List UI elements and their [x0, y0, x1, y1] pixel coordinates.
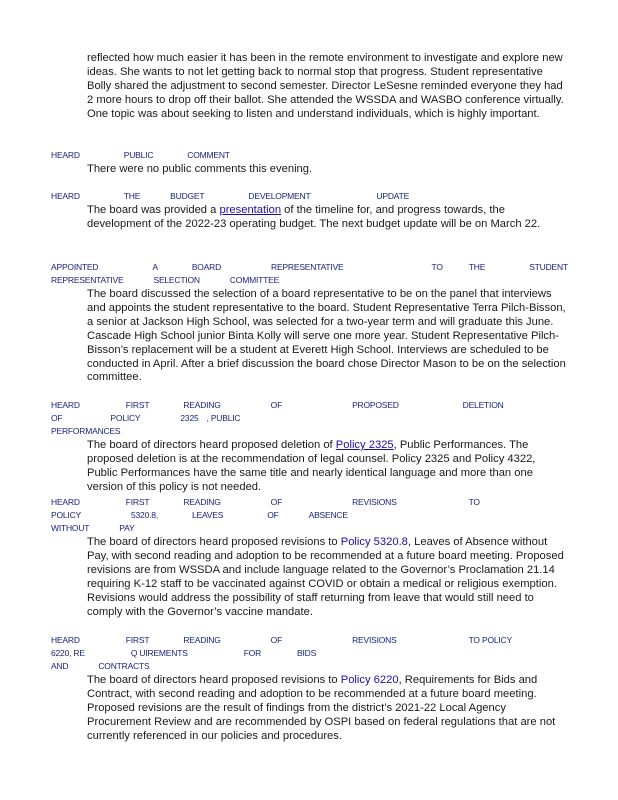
- section-student-rep-committee: [0, 261, 618, 385]
- heading-word: REPRESENTATIVE: [271, 262, 344, 272]
- heading-word: HEARD: [51, 150, 80, 160]
- section-body: [87, 204, 567, 232]
- heading-word: PERFORMANCES: [51, 426, 121, 436]
- heading-word: POLICY: [51, 510, 81, 520]
- heading-word: CONTRACTS: [98, 661, 150, 671]
- heading-word: HEARD: [51, 497, 80, 507]
- body-text: of the timeline for, and progress towards, the development of the 2022-23 operating budget. The next budget update will be on March 22.: [87, 204, 541, 230]
- section-heading: [51, 496, 581, 535]
- section-policy-6220: [0, 634, 618, 744]
- heading-word: COMMITTEE: [229, 275, 280, 285]
- heading-word: HEARD: [51, 191, 80, 201]
- intro-paragraph: [0, 52, 618, 122]
- heading-word: HEARD: [51, 400, 80, 410]
- body-text: The board of directors heard proposed revisions to: [87, 536, 341, 548]
- policy-reference[interactable]: Policy 6220: [340, 674, 399, 686]
- heading-word: OF: [270, 635, 283, 645]
- heading-word: REVISIONS: [352, 497, 397, 507]
- heading-word: BOARD: [191, 262, 222, 272]
- body-text: The board was provided a: [87, 204, 220, 216]
- heading-word: COMMENT: [187, 150, 230, 160]
- policy-reference[interactable]: Policy 5320.8: [340, 536, 408, 548]
- heading-word: REPRESENTATIVE: [51, 275, 124, 285]
- heading-word: 6220, RE: [51, 648, 85, 658]
- heading-word: ABSENCE: [308, 510, 348, 520]
- heading-word: OF: [267, 510, 279, 520]
- heading-word: THE: [123, 191, 141, 201]
- heading-word: PAY: [119, 523, 135, 533]
- heading-word: FOR: [243, 648, 262, 658]
- section-heading: [51, 149, 581, 162]
- heading-word: DEVELOPMENT: [248, 191, 311, 201]
- section-heading: [51, 399, 581, 438]
- heading-word: FIRST: [125, 635, 150, 645]
- heading-word: AND: [51, 661, 69, 671]
- heading-word: OF: [270, 497, 283, 507]
- heading-word: FIRST: [125, 497, 150, 507]
- section-heading: [51, 261, 581, 287]
- section-body: [87, 288, 567, 385]
- body-text: The board of directors heard proposed revisions to: [87, 674, 341, 686]
- body-text: The board of directors heard proposed deletion of: [87, 439, 336, 451]
- heading-word: READING: [183, 400, 221, 410]
- heading-word: BUDGET: [170, 191, 205, 201]
- section-policy-5320-8: [0, 496, 618, 619]
- heading-word: LEAVES: [191, 510, 224, 520]
- heading-word: TO: [431, 262, 443, 272]
- heading-word: TO: [468, 497, 480, 507]
- heading-word: Q UIREMENTS: [130, 648, 188, 658]
- heading-word: WITHOUT: [51, 523, 90, 533]
- section-public-comment: [0, 149, 618, 177]
- heading-word: TO POLICY: [468, 635, 512, 645]
- body-text: , Requirements for Bids and Contract, with second reading and adoption to be recommended at a future board meeting. Proposed revisions are the result of findings from the district’s 2021-22 Local Agency Procurement Review and are recommended by OSPI based on federal regulations that are not currently referenced in our policies and procedures.: [87, 674, 556, 742]
- heading-word: FIRST: [125, 400, 150, 410]
- section-heading: [51, 190, 581, 203]
- heading-word: UPDATE: [376, 191, 410, 201]
- heading-word: OF: [51, 413, 63, 423]
- document-link[interactable]: Policy 2325: [335, 439, 394, 451]
- section-policy-2325: [0, 399, 618, 495]
- heading-word: READING: [183, 497, 221, 507]
- body-text: , Public Performances. The proposed deletion is at the recommendation of legal counsel. Policy 2325 and Policy 4322, Public Performances have the same title and nearly identical language and more than one version of this policy is not needed.: [87, 439, 536, 493]
- heading-word: DELETION: [462, 400, 504, 410]
- heading-word: BIDS: [297, 648, 317, 658]
- section-budget-update: [0, 190, 618, 232]
- heading-word: PUBLIC: [123, 150, 154, 160]
- heading-word: REVISIONS: [352, 635, 397, 645]
- heading-word: THE: [468, 262, 486, 272]
- section-heading: [51, 634, 581, 673]
- heading-word: , PUBLIC: [206, 413, 241, 423]
- heading-word: SELECTION: [153, 275, 200, 285]
- heading-word: 5320.8,: [130, 510, 158, 520]
- heading-word: POLICY: [110, 413, 141, 423]
- section-body: [87, 439, 567, 495]
- heading-word: READING: [183, 635, 221, 645]
- heading-word: PROPOSED: [352, 400, 399, 410]
- heading-word: APPOINTED: [51, 262, 99, 272]
- section-body: [87, 674, 567, 744]
- document-link[interactable]: presentation: [219, 204, 282, 216]
- heading-word: 2325: [180, 413, 199, 423]
- section-body: [87, 163, 567, 177]
- heading-word: A: [152, 262, 158, 272]
- heading-word: HEARD: [51, 635, 80, 645]
- section-body: [87, 536, 567, 619]
- body-text: The board discussed the selection of a board representative to be on the panel that interviews and appoints the student representative to the board. Student Representative Terra Pilch-Bisson, a senior at Jackson High School, was selected for a two-year term and will graduate this June. Cascade High School junior Binta Kolly will serve one more year. Student Representative Pilch-Bisson’s replacement will be a student at Everett High School. Interviews are scheduled to be conducted in April. After a brief discussion the board chose Director Mason to be on the selection committee.: [87, 288, 566, 384]
- heading-word: STUDENT: [529, 262, 568, 272]
- intro-text: reflected how much easier it has been in the remote environment to investigate and explore new ideas. She wants to not let getting back to normal stop that progress. Student representative Bolly shared the adjustment to second semester. Director LeSesne reminded everyone they had 2 more hours to drop off their ballot. She attended the WSSDA and WASBO conference virtually. One topic was about seeking to listen and understand individuals, which is highly important.: [87, 52, 564, 120]
- heading-word: OF: [270, 400, 283, 410]
- body-text: There were no public comments this evening.: [87, 163, 313, 175]
- body-text: , Leaves of Absence without Pay, with second reading and adoption to be recommended at a future board meeting. Proposed revisions are from WSSDA and include language related to the Governor’s Proclamation 21.14 requiring K-12 staff to be vaccinated against COVID or obtain a medical or religious exemption. Revisions would address the possibility of staff returning from leave that would still need to comply with the Governor’s vaccine mandate.: [87, 536, 564, 618]
